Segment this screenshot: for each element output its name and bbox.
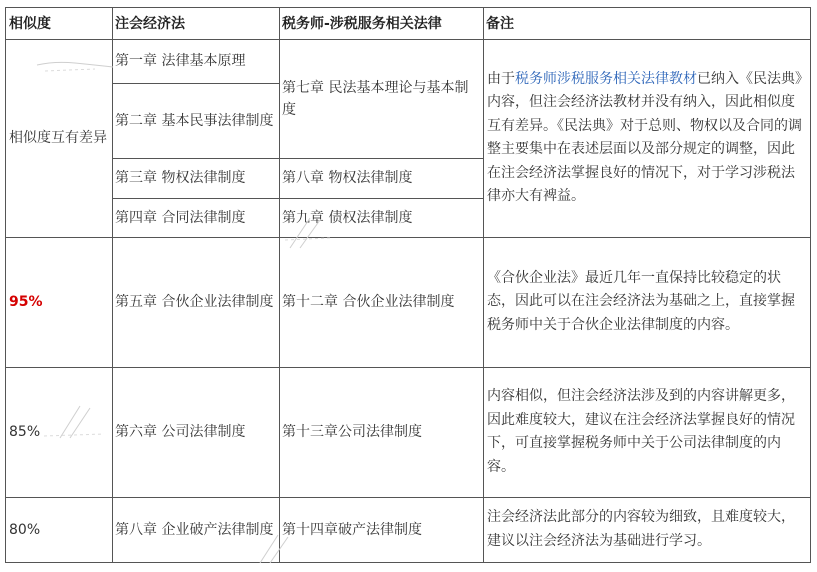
tax-chapter: 第七章 民法基本理论与基本制度 (282, 79, 469, 118)
similarity-value: 85% (9, 424, 41, 440)
tax-chapter: 第九章 债权法律制度 (282, 209, 413, 226)
cpa-chapter: 第四章 合同法律制度 (115, 209, 246, 226)
tax-chapter-cell (279, 39, 483, 158)
cpa-chapter-cell (112, 198, 279, 237)
tax-chapter-cell (279, 158, 483, 198)
header-note: 备注 (486, 15, 514, 32)
note-text-part: 由于 (487, 70, 515, 87)
note-text: 《合伙企业法》最近几年一直保持比较稳定的状态，因此可以在注会经济法为基础之上，直接掌握税务师中关于合伙企业法律制度的内容。 (487, 269, 795, 333)
tax-chapter: 第十二章 合伙企业法律制度 (282, 294, 455, 310)
note-cell (483, 39, 812, 237)
note-cell (483, 367, 812, 497)
note-cell (483, 237, 812, 367)
cpa-chapter: 第五章 合伙企业法律制度 (115, 294, 274, 310)
tax-chapter: 第十三章公司法律制度 (282, 424, 422, 440)
cpa-chapter: 第二章 基本民事法律制度 (115, 112, 274, 129)
watermark-scribble (280, 210, 340, 250)
note-text: 内容相似，但注会经济法涉及到的内容讲解更多，因此难度较大，建议在注会经济法掌握良好的情况下，可直接掌握税务师中关于公司法律制度的内容。 (487, 388, 795, 475)
cpa-chapter: 第六章 公司法律制度 (115, 424, 246, 440)
note-text: 注会经济法此部分的内容较为细致，且难度较大，建议以注会经济法为基础进行学习。 (487, 509, 795, 549)
tax-chapter: 第十四章破产法律制度 (282, 521, 422, 538)
header-cpa-law: 注会经济法 (115, 15, 185, 32)
cpa-chapter-cell (112, 158, 279, 198)
header-similarity: 相似度 (9, 15, 51, 32)
cpa-chapter-cell (112, 237, 279, 367)
cpa-chapter: 第八章 企业破产法律制度 (115, 521, 274, 538)
tax-chapter: 第八章 物权法律制度 (282, 170, 413, 186)
similarity-value: 80% (9, 521, 41, 538)
watermark-scribble (35, 45, 115, 75)
similarity-value: 95% (9, 294, 43, 310)
note-text-part: 已纳入《民法典》内容，但注会经济法教材并没有纳入，因此相似度互有差异。《民法典》对于总则、物权以及合同的调整主要集中在表述层面以及部分规定的调整，因此在注会经济法掌握良好的情况下，对于学习涉税法律亦大有裨益。 (487, 70, 802, 204)
note-cell (483, 497, 812, 562)
similarity-cell (6, 237, 112, 367)
cpa-chapter-cell (112, 39, 279, 83)
similarity-cell (6, 497, 112, 562)
similarity-value: 相似度互有差异 (9, 130, 107, 146)
watermark-scribble (250, 525, 310, 565)
tax-chapter-cell (279, 367, 483, 497)
note-text (487, 68, 808, 209)
cpa-chapter-cell (112, 83, 279, 158)
tax-textbook-link[interactable]: 税务师涉税服务相关法律教材 (515, 70, 697, 87)
comparison-table (5, 7, 811, 563)
tax-chapter-cell (279, 237, 483, 367)
cpa-chapter: 第三章 物权法律制度 (115, 170, 246, 186)
watermark-scribble (40, 400, 110, 440)
header-tax-law: 税务师-涉税服务相关法律 (282, 15, 442, 32)
cpa-chapter: 第一章 法律基本原理 (115, 53, 246, 69)
cpa-chapter-cell (112, 367, 279, 497)
